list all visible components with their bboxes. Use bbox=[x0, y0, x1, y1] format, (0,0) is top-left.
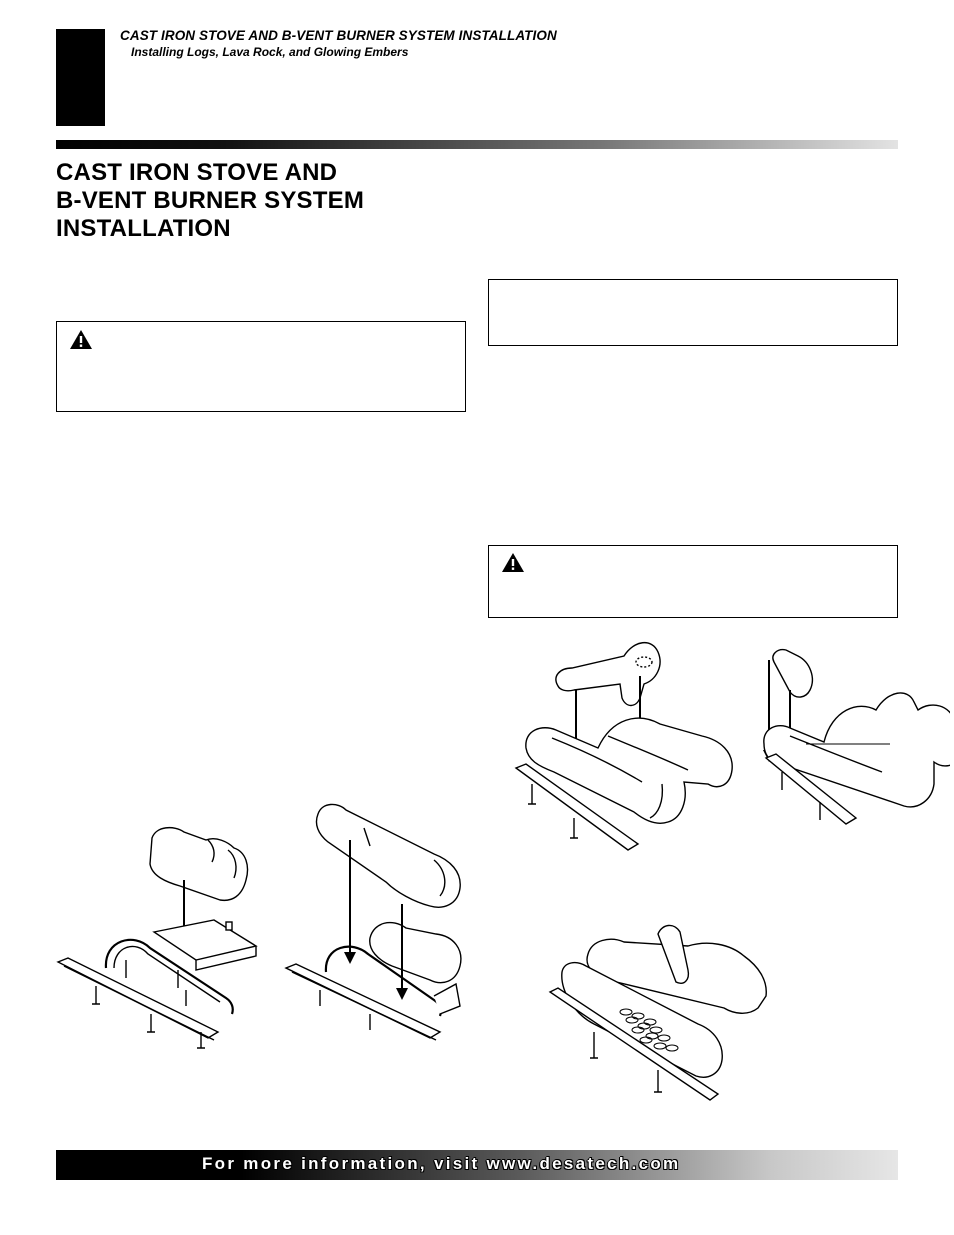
header-subsection: Installing Logs, Lava Rock, and Glowing Embers bbox=[131, 45, 409, 59]
figure-log-1-placement bbox=[56, 820, 276, 1055]
warning-box-left bbox=[56, 321, 466, 412]
figure-lava-rock-placement bbox=[548, 920, 773, 1105]
warning-box-right bbox=[488, 545, 898, 618]
warning-triangle-icon bbox=[501, 552, 525, 573]
figure-log-3-placement bbox=[512, 632, 744, 857]
footer-bar bbox=[56, 1150, 898, 1180]
page-title-line-1: CAST IRON STOVE AND bbox=[56, 159, 338, 186]
page-title bbox=[56, 159, 364, 243]
notice-box-right bbox=[488, 279, 898, 346]
figure-log-2-placement bbox=[284, 800, 474, 1055]
page-title-line-2: B-VENT BURNER SYSTEM bbox=[56, 187, 365, 214]
warning-triangle-icon bbox=[69, 329, 93, 350]
footer-website-text: For more information, visit www.desatech.com bbox=[202, 1154, 681, 1173]
section-tab-block bbox=[56, 29, 105, 126]
header-section-title: CAST IRON STOVE AND B-VENT BURNER SYSTEM INSTALLATION bbox=[120, 28, 557, 43]
header-gradient-rule bbox=[56, 140, 898, 149]
figure-log-4-placement bbox=[760, 640, 950, 845]
page-title-line-3: INSTALLATION bbox=[56, 215, 231, 242]
